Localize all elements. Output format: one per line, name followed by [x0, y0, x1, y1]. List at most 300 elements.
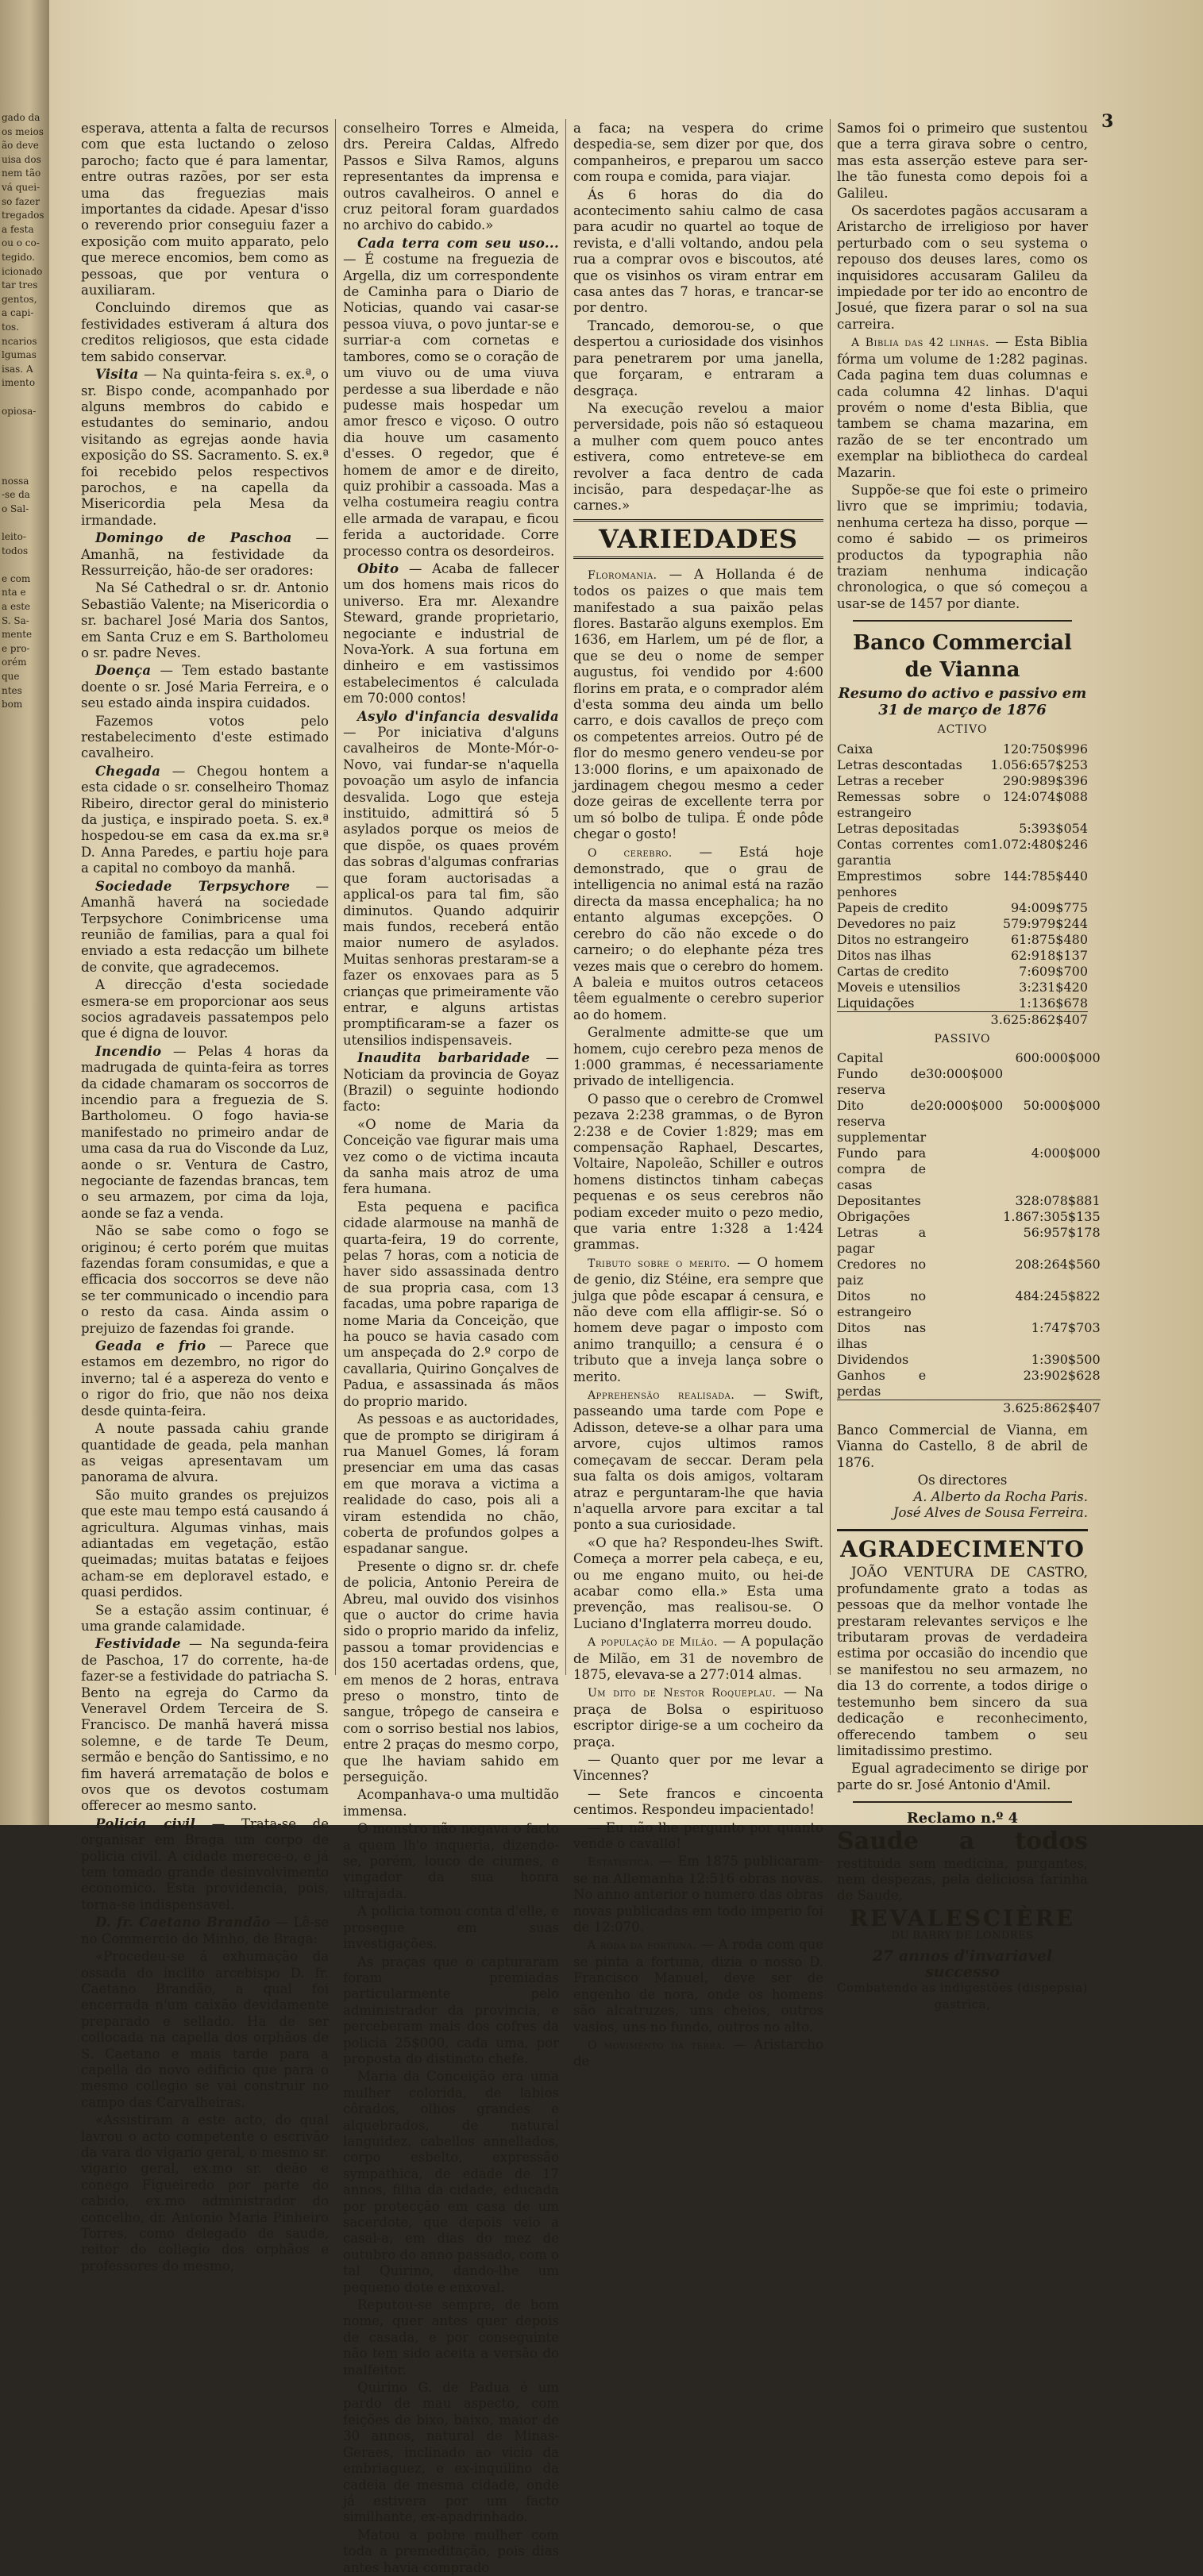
article-paragraph: [81, 1223, 329, 1337]
article-paragraph: [573, 1786, 823, 1819]
account-value: 1:136$678: [1019, 995, 1088, 1011]
account-value: 1.056:657$253: [990, 757, 1088, 772]
account-value: 1.867:305$135: [1003, 1209, 1101, 1224]
article-text: O monstro não negava o facto a quem lh'o inqueria, dizendo-se, porém, louco de ciumes, e vingador da sua honra ultrajada.: [343, 1821, 559, 1901]
article-heading: Geada e frio: [95, 1338, 206, 1354]
account-row: [837, 741, 1088, 757]
adjacent-page-fragment: isas. A: [2, 363, 33, 375]
article-paragraph: [81, 1488, 329, 1601]
account-name: Obrigações: [837, 1209, 911, 1224]
adjacent-page-fragment: lgumas: [2, 349, 37, 361]
article-text: Esta pequena e pacifica cidade alarmouse na manhã de quarta-feira, 19 do corrente, pelas 7 horas, com a noticia de haver sido assassinada dentro de sua propria casa, com 13 facadas, uma pobre rapariga de nome Maria da Conceição, que ha pouco se havia casado com um anspeçada do 2.º corpo de cavallaria, Quirino Gonçalves de Padua, e assassinada ás mãos do proprio marido.: [343, 1199, 559, 1409]
bank-title: Banco Commercial de Vianna: [853, 631, 1072, 683]
account-total-row: [837, 1400, 1101, 1417]
account-name: Depositantes: [837, 1193, 921, 1208]
adjacent-page-fragment: e com: [2, 572, 31, 584]
article-paragraph: [573, 401, 823, 514]
account-value: 50:000$000: [1023, 1098, 1101, 1113]
account-name: Fundo de reserva: [837, 1066, 927, 1097]
account-name: Remessas sobre o estrangeiro: [837, 788, 991, 820]
article-paragraph: [573, 1752, 823, 1785]
account-row: [837, 980, 1088, 995]
article-paragraph: [343, 1411, 559, 1558]
column-2: [343, 121, 560, 2575]
article-heading: Chegada: [95, 763, 161, 779]
account-row: [837, 773, 1088, 789]
account-value: 7:609$700: [1019, 963, 1088, 979]
article-paragraph: [343, 709, 559, 1049]
account-name: Dividendos: [837, 1352, 909, 1367]
article-text: — Por iniciativa d'alguns cavalheiros de Monte-Mór-o-Novo, vai fundar-se n'aquella povoação um asylo de infancia desvalida. Logo que esteja instituido, admittirá só 5 asylados porque os meios de que dispõe, os quaes provém das sobras d'algumas confrarias que foram auctorisadas a applical-os para tal fim, são diminutos. Quando adquirir mais fundos, receberá então maior numero de asylados. Muitas senhoras prestaram-se a fazer os enxovaes para as 5 crianças que primeiramente vão entrar, e alguns artistas promptificaram-se a fazer os utensilios indispensaveis.: [343, 725, 559, 1048]
account-row: [837, 964, 1088, 980]
account-value: 94:009$775: [1010, 899, 1088, 915]
article-text: — Está hoje demonstrado, que o grau de intelligencia no animal está na razão directa da massa encephalica; ha no entanto algumas excepções. O cerebro do cão não excede o do carneiro; o do elephante péza tres vezes mais que o cerebro do homem. A baleia e muitos outros cetaceos têem egualmente o cerebro superior ao do homem.: [573, 844, 824, 1022]
account-value: 23:902$628: [1023, 1368, 1101, 1383]
article-heading: Doença: [95, 663, 152, 679]
ad-years: 27 annos d'invariavel successo: [872, 1946, 1053, 1981]
account-value: [1003, 1066, 1100, 1098]
article-text: Não se sabe como o fogo se originou; é certo porém que muitas fazendas foram consumidas, e que a efficacia dos soccorros se deve não se ter communicado o incendio para o resto da casa. Ainda assim o prejuizo de fazendas foi grande.: [81, 1223, 329, 1336]
column-rule: [830, 119, 831, 1675]
article-paragraph: [81, 1915, 329, 1947]
article-paragraph: [81, 580, 329, 661]
ad-title: Saude a todos: [837, 1827, 1088, 1855]
article-paragraph: [573, 187, 823, 317]
account-value: 1:390$500: [1031, 1352, 1101, 1367]
article-paragraph: [343, 2528, 559, 2576]
article-text: Se a estação assim continuar, é uma grande calamidade.: [81, 1602, 329, 1634]
article-paragraph: [81, 1421, 329, 1486]
variedades-heading: VARIEDADES: [573, 519, 823, 559]
column-1: [81, 121, 330, 2274]
activo-table: [837, 741, 1088, 1028]
article-text: — Eu não lhe pergunto por quanto vende o cavallo!: [573, 1819, 823, 1852]
account-value: 120:750$996: [1002, 741, 1088, 757]
article-paragraph: [573, 2037, 823, 2070]
article-text: — Amanhã haverá na sociedade Terpsychore Conimbricense uma reunião de familias, para a qual foi enviado a esta redacção um bilhete de convite, que agradecemos.: [81, 878, 329, 975]
article-paragraph: [81, 1949, 329, 2111]
account-sub-value: [926, 1288, 1003, 1320]
section-divider: [853, 620, 1072, 622]
variety-heading: A Biblia das 42 linhas.: [851, 337, 989, 350]
account-value: 3:231$420: [1019, 979, 1088, 995]
account-name: Fundo para compra de casas: [837, 1146, 927, 1192]
article-paragraph: [343, 1117, 559, 1198]
variety-heading: Um dito de Nestor Roqueplau.: [588, 1687, 777, 1700]
agradecimento-heading: AGRADECIMENTO: [837, 1529, 1088, 1565]
article-paragraph: [573, 1535, 823, 1632]
account-row: [837, 837, 1088, 868]
article-paragraph: [81, 2112, 329, 2274]
account-value: 1:747$703: [1031, 1320, 1101, 1335]
bank-footer: Banco Commercial de Vianna, em Vianna do Castello, 8 de abril de 1876.: [837, 1423, 1088, 1470]
article-paragraph: [573, 1854, 823, 1935]
account-row: [837, 821, 1088, 837]
account-sub-value: [926, 1050, 1003, 1066]
account-row: [837, 1320, 1101, 1352]
article-text: São muito grandes os prejuizos que este mau tempo está causando á agricultura. Algumas vinhas, mais adiantadas em vegetação, estão queimadas; muitas batatas e feijoes acham-se em deploravel estado, e quasi perdidos.: [81, 1487, 329, 1600]
article-paragraph: [81, 1816, 329, 1913]
account-row: [837, 1257, 1101, 1288]
article-paragraph: [343, 561, 559, 707]
account-row: [837, 1050, 1101, 1066]
article-text: As praças que o capturaram foram premiadas particularmente pelo administrador da provincia, e perceberam mais dos cofres da policia 25$000, cada uma, por proposta do distincto chefe.: [343, 1954, 559, 2066]
article-text: Trancado, demorou-se, o que despertou a curiosidade dos visinhos para penetrarem por uma janella, que forçaram, e entraram a desgraça.: [573, 318, 823, 399]
article-text: — A roda com que se pinta a fortuna, dizia o nosso D. Francisco Manuel, deve ser de engenho de nora, onde os homens são alcatruzes, uns cheios, outros vasios, uns no fundo, outros no alto.: [573, 1937, 823, 2035]
article-paragraph: [81, 663, 329, 711]
adjacent-page-fragment: a capi-: [2, 307, 34, 319]
adjacent-page-fragment: os meios: [2, 125, 44, 137]
article-text: — O homem de genio, diz Stéine, era sempre que julga que pôde escapar á censura, e não deve com ella affligir-se. Só o homem deve pagar o imposto com animo tranquillo; a censura é o tributo que a inveja lança sobre o merito.: [573, 1254, 823, 1384]
article-text: — Na praça de Bolsa o espirituoso escriptor dirige-se a um cocheiro da praça.: [573, 1685, 823, 1750]
article-text: Concluindo diremos que as festividades estiveram á altura dos creditos religiosos, que esta cidade tem sabido conservar.: [81, 300, 329, 364]
account-value: 208:264$560: [1015, 1257, 1101, 1272]
adjacent-page-fragment: so fazer: [2, 195, 40, 207]
article-paragraph: [343, 1787, 559, 1819]
adjacent-page-fragment: a festa: [2, 223, 34, 235]
adjacent-page-fragment: ão deve: [2, 140, 39, 152]
account-value: 328:078$881: [1015, 1193, 1101, 1208]
adjacent-page-fragment: que: [2, 671, 20, 682]
article-text: Suppõe-se que foi este o primeiro livro que se imprimiu; todavia, nenhuma certeza ha disso, porque — como é sabido — os primeiros productos da typographia não traziam nenhuma indicação chronologica, o que só começou a usar-se de 1457 por diante.: [837, 482, 1088, 611]
article-paragraph: [837, 203, 1088, 333]
article-text: Na Sé Cathedral o sr. dr. Antonio Sebastião Valente; na Misericordia o sr. bacharel José Maria dos Santos, em Santa Cruz e em S. Bartholomeu o sr. padre Neves.: [81, 580, 329, 660]
account-name: Letras descontadas: [837, 757, 962, 772]
variety-heading: A roda da fortuna.: [588, 1939, 697, 1953]
account-name: Ganhos e perdas: [837, 1368, 927, 1399]
article-heading: Policia civil: [95, 1816, 196, 1831]
article-paragraph: [343, 1559, 559, 1786]
account-value: 484:245$822: [1015, 1288, 1101, 1303]
column-rule: [335, 119, 336, 1675]
account-value: 290:989$396: [1002, 772, 1088, 788]
column-3: [573, 121, 824, 2070]
article-text: «O que ha? Respondeu-lhes Swift. Começa a morrer pela cabeça, e eu, ou me engano muito, ou hei-de acabar como ella.» Esta uma prevenção, mas realisou-se. O Luciano d'Inglaterra morreu doudo.: [573, 1534, 823, 1631]
adjacent-page-fragment: -se da: [2, 489, 30, 501]
article-text: — A população de Milão, em 31 de novembro de 1875, elevava-se a 277:014 almas.: [573, 1634, 824, 1682]
section-divider: [853, 1801, 1072, 1803]
article-text: Quirino G. de Padua é um pardo de mau aspecto, com feições de bixo, baixo, maior de 30 annos, natural de Minas-Geraes, inclinado ao vicio da embriaguez, e ex-inquilino da cadeia de mesma cidade, onde já estivera por um facto similhante, ex-apadrinhado.: [343, 2380, 559, 2525]
account-row: [837, 757, 1088, 773]
adjacent-page-fragment: orém: [2, 657, 27, 668]
director-signature: José Alves de Sousa Ferreira.: [893, 1505, 1088, 1521]
adjacent-page-fragment: mente: [2, 629, 33, 641]
adjacent-page-fragment: opiosa-: [2, 405, 37, 417]
adjacent-page-fragment: leito-: [2, 531, 26, 542]
article-text: Fazemos votos pelo restabelecimento d'este estimado cavalheiro.: [81, 713, 329, 761]
account-value: 600:000$000: [1015, 1050, 1101, 1065]
article-paragraph: [343, 2069, 559, 2296]
account-name: Moveis e utensilios: [837, 979, 961, 995]
article-heading: Festividade: [95, 1636, 181, 1652]
article-paragraph: [573, 1092, 823, 1253]
account-name: Letras a receber: [837, 772, 944, 788]
adjacent-page-fragment: nta e: [2, 587, 26, 599]
column-4: [837, 121, 1101, 2012]
page-number: 3: [1101, 111, 1114, 132]
article-text: Matou a pobre mulher com toda a premeditação, pois dias antes havia comprado: [343, 2527, 559, 2575]
article-paragraph: [343, 1050, 559, 1115]
account-row: [837, 868, 1088, 900]
adjacent-page-fragment: todos: [2, 545, 29, 556]
variety-heading: Estatistica.: [588, 1856, 654, 1869]
account-name: Liquidações: [837, 995, 915, 1011]
article-paragraph: [81, 977, 329, 1042]
account-value: 1.072:480$246: [990, 836, 1088, 852]
adjacent-page-fragment: ou o co-: [2, 237, 40, 249]
article-paragraph: [81, 714, 329, 762]
article-paragraph: [81, 764, 329, 877]
adjacent-page-fragment: ntes: [2, 684, 22, 696]
account-name: Cartas de credito: [837, 963, 949, 979]
article-text: — Parece que estamos em dezembro, no rigor do inverno; tal é a aspereza do vento e o rigor do frio, que não nos deixa desde quinta-feira.: [81, 1338, 329, 1419]
account-row: [837, 1098, 1101, 1146]
ad-brand-sub: DU BARRY DE LONDRES: [891, 1930, 1034, 1943]
account-name: Letras a pagar: [837, 1225, 927, 1256]
article-heading: Visita: [95, 367, 139, 383]
article-text: «Assistiram a este acto, do qual lavrou o acto competente o escrivão da vara do vigario geral, o mesmo sr. vigario geral, ex.mo sr. deão e conego Figueiredo por parte do cabido, ex.mo administrador do concelho, dr. Antonio Maria Pinheiro Torres, como delegado de saude, reitor do collegio dos orphãos e professores do mesmo,: [81, 2112, 329, 2274]
account-name: Ditos no estrangeiro: [837, 931, 970, 947]
article-text: — Chegou hontem a esta cidade o sr. conselheiro Thomaz Ribeiro, director geral do ministerio da justiça, e inspirado poeta. S. ex.ª hospedou-se em casa da ex.ma sr.ª D. Anna Paredes, e partiu hoje para a capital no comboyo da manhã.: [81, 763, 329, 876]
account-row: [837, 1209, 1101, 1225]
account-row: [837, 789, 1088, 821]
adjacent-page-fragment: tos.: [2, 322, 20, 333]
account-row: [837, 1066, 1101, 1098]
account-sub-value: [926, 1225, 1003, 1257]
article-paragraph: [573, 121, 823, 186]
account-sub-value: 20:000$000: [926, 1098, 1004, 1113]
article-paragraph: [837, 334, 1088, 481]
article-text: O passo que o cerebro de Cromwel pezava 2:238 grammas, o de Byron 2:238 e de Covier 1:829; mas em compensação Raphael, Descartes, Voltaire, Napoleão, Schiller e outros homens distinctos tinham cabeças pequenas e os seus cerebros não podiam exceder muito o pezo medio, que varia entre 1:328 a 1:424 grammas.: [573, 1091, 823, 1253]
adjacent-page-fragment: o Sal-: [2, 502, 29, 514]
article-paragraph: [573, 1937, 823, 2035]
article-text: Ás 6 horas do dia do acontecimento sahiu calmo de casa para acudir no quartel ao toque de revista, e d'alli voltando, andou pela rua a comprar ovos e biscoutos, até que os visinhos os viram entrar em casa antes das 7 horas, e trancar-se por dentro.: [573, 187, 823, 316]
article-paragraph: [81, 879, 329, 976]
ad-last-line: Combatendo as indigestões (dispepsia) gastrica,: [837, 1981, 1088, 2012]
article-paragraph: [573, 567, 823, 843]
account-row: [837, 1146, 1101, 1193]
bank-subtitle: Resumo do activo e passivo em 31 de março de 1876: [838, 685, 1087, 719]
adjacent-page-fragment: tar tres: [2, 279, 38, 291]
account-value: 62:918$137: [1010, 947, 1088, 963]
article-text: — Pelas 4 horas da madrugada de quinta-feira as torres da cidade chamaram os soccorros de incendio para a freguezia de S. Bartholomeu. O fogo havia-se manifestado no primeiro andar de uma casa da rua do Visconde da Luz, aonde o sr. Ventura de Castro, negociante de fazendas brancas, tem o seu armazem, por cima da loja, aonde se faz a venda.: [81, 1043, 329, 1221]
account-name: Ditos no estrangeiro: [837, 1288, 927, 1319]
article-text: — Sete francos e cincoenta centimos. Respondeu impacientado!: [573, 1785, 823, 1818]
article-paragraph: [573, 845, 823, 1023]
article-text: — Amanhã, na festividade da Ressurreição, hão-de ser oradores:: [81, 530, 329, 578]
article-paragraph: [343, 1904, 559, 1952]
ad-headline: [837, 1827, 1088, 1904]
article-paragraph: [81, 1044, 329, 1222]
newspaper-sheet: [49, 0, 1203, 2575]
article-text: Presente o digno sr. dr. chefe de policia, Antonio Pereira de Abreu, mal ouvido dos visinhos que o auctor do crime havia sido o proprio marido da infeliz, passou a tomar providencias e dos 150 acertadas ordens, que, em menos de 2 horas, entrava preso o monstro, tinto de sangue, trôpego de canseira e com o sorriso bestial nos labios, entre 2 praças do mesmo corpo, que lhe haviam sahido em perseguição.: [343, 1558, 559, 1785]
account-name: Letras depositadas: [837, 820, 959, 836]
article-paragraph: [343, 1954, 559, 2068]
article-text: — Em 1875 publicaram-se na Allemanha 12:516 obras novas. No anno anterior o numero das obras novas publicadas em todo imperio foi de 12:070.: [573, 1854, 823, 1935]
article-heading: Incendio: [95, 1043, 162, 1059]
adjacent-page-fragment: gado da: [2, 112, 40, 123]
account-sub-value: [926, 1193, 1003, 1209]
adjacent-page-fragment: imento: [2, 377, 36, 389]
article-paragraph: [81, 121, 329, 298]
variety-heading: O movimento da terra.: [588, 2039, 727, 2052]
article-text: — Acaba de fallecer um dos homens mais ricos do universo. Era mr. Alexandre Steward, grande proprietario, negociante e industrial de Nova-York. A sua fortuna em dinheiro e em vastissimos estabelecimentos é calculada em 70:000 contos!: [343, 560, 559, 707]
adjacent-page-fragment: e pro-: [2, 642, 30, 654]
account-sub-value: [926, 1209, 1003, 1225]
account-sub-value: [926, 1257, 1003, 1288]
adjacent-page-fragment: ncarios: [2, 335, 37, 347]
article-paragraph: [573, 1634, 823, 1683]
article-paragraph: [81, 300, 329, 365]
article-text: «O nome de Maria da Conceição vae figurar mais uma vez como o de victima incauta da sanha mais atroz de uma fera humana.: [343, 1116, 559, 1197]
adjacent-page-fragment: a este: [2, 601, 31, 612]
article-text: Reputou-se sempre, de bom nome, quer antes quer depois de casada, e por conseguinte não tem sido aceita a versão do malfeitor.: [343, 2297, 559, 2378]
article-text: — Quanto quer por me levar a Vincennes?: [573, 1752, 823, 1784]
account-value: 61:875$480: [1010, 931, 1088, 947]
adjacent-page-fragment: tegido.: [2, 252, 35, 263]
article-text: — Trata-se de organisar em Braga um corpo de policia civil. A cidade merece-o, e já tem tomado grande desinvolvimento economico. Esta providencia, pois, torna-se indispensavel.: [81, 1816, 329, 1912]
article-text: Maria da Conceição era uma mulher colorida, de labios côrados, olhos grandes e alquebrados, de natural languidez, cabellos annellados, corpo esbelto, expressão sympathica, de edade de 17 annos, filha da cidade, educada por protecção em casa de um sacerdote, que depois veio a casal-a, em dias do mez de outubro do anno passado, com o tal Quirino, dando-lhe um pequeno dote e enxoval.: [343, 2069, 559, 2295]
article-text: A direcção d'esta sociedade esmera-se em proporcionar aos seus socios agradaveis passatempos pelo que é digna de louvor.: [81, 977, 329, 1042]
article-paragraph: [573, 1387, 823, 1534]
article-text: — A Hollanda é de todos os paizes o que mais tem manifestado a sua paixão pelas flores. Bastarão alguns exemplos. Em 1636, em Harlem, um pé de flor, a que se deu o nome de semper augustus, foi vendido por 4:600 florins em prata, e o comprador além d'esta somma deu ainda um bello carro, e dois cavallos de preço com os competentes arreios. Outro pé de flor do mesmo genero vendeu-se por 13:000 florins, e um apaixonado de jardinagem chegou mesmo a ceder doze geiras de excellente terra por um só bolbo de tulipa. É onde pôde chegar o gosto!: [573, 566, 823, 842]
account-row: [837, 916, 1088, 932]
variety-heading: O cerebro.: [588, 846, 673, 860]
article-text: — Lê-se no Commercio do Minho, de Braga:: [81, 1915, 330, 1946]
article-text: — Na quinta-feira s. ex.ª, o sr. Bispo conde, acompanhado por alguns membros do cabido e estudantes do seminario, andou visitando as egrejas aonde havia exposição do SS. Sacramento. S. ex.ª foi recebido pelos respectivos parochos, e na capella da Misericordia pela Mesa da irmandade.: [81, 367, 329, 528]
account-value: 124:074$088: [1002, 788, 1088, 804]
agradecimento-text: Egual agradecimento se dirige por parte do sr. José Antonio d'Amil.: [837, 1761, 1088, 1792]
account-name: Capital: [837, 1050, 884, 1065]
article-paragraph: [573, 1025, 823, 1090]
account-name: Papeis de credito: [837, 899, 949, 915]
adjacent-page-strip: [0, 0, 49, 1825]
variety-heading: Apprehensão realisada.: [588, 1389, 735, 1403]
article-text: conselheiro Torres e Almeida, drs. Pereira Caldas, Alfredo Passos e Silva Ramos, alguns representantes da imprensa e outros cavalheiros. O annel e cruz peitoral foram guardados no archivo do cabido.»: [343, 121, 559, 233]
adjacent-page-fragment: nem tão: [2, 167, 41, 179]
article-paragraph: [343, 2297, 559, 2378]
article-paragraph: [81, 367, 329, 529]
article-text: — Tem estado bastante doente o sr. José Maria Ferreira, e o seu estado ainda inspira cuidados.: [81, 663, 329, 711]
activo-label: ACTIVO: [937, 723, 988, 737]
account-name: Caixa: [837, 741, 873, 757]
account-value: 5:393$054: [1019, 820, 1088, 836]
article-text: «Procedeu-se á exhumação da ossada do inclito arcebispo D. fr. Caetano Brandão, a qual foi encerrada n'um caixão devidamente preparado e sellado. Ha de ser collocada na capella dos orphãos de S. Caetano e mais tarde para a capella do novo edificio que para o mesmo collegio se vai construir no campo das Carvalheiras.: [81, 1949, 329, 2110]
article-heading: Obito: [357, 560, 399, 576]
article-heading: Domingo de Paschoa: [95, 530, 292, 546]
article-paragraph: [343, 1199, 559, 1410]
account-name: Ditos nas ilhas: [837, 1320, 927, 1351]
passivo-table: [837, 1050, 1101, 1416]
account-value: 4:000$000: [1031, 1146, 1101, 1161]
adjacent-page-fragment: icionado: [2, 265, 43, 277]
adjacent-page-fragment: gentos,: [2, 293, 37, 305]
article-paragraph: [343, 236, 559, 560]
article-heading: Cada terra com seu uso...: [357, 235, 559, 251]
article-text: — Na segunda-feira de Paschoa, 17 do corrente, ha-de fazer-se a festividade do patriacha S. Bento na egreja do Carmo da Veneravel Ordem Terceira de S. Francisco. De manhã haverá missa solemne, e de tarde Te Deum, sermão e benção do Santissimo, e no fim haverá arrematação de bolos e ovos que os devotos costumam offerecer ao mesmo santo.: [81, 1636, 329, 1814]
account-row: [837, 1193, 1101, 1209]
article-paragraph: [837, 483, 1088, 612]
article-text: a faca; na vespera do crime despedia-se, sem dizer por que, dos companheiros, e preparou um sacco com roupa e comida, para viajar.: [573, 121, 823, 185]
account-total: 3.625:862$407: [1003, 1400, 1101, 1415]
account-sub-value: [926, 1146, 1003, 1193]
account-value: 56:957$178: [1023, 1225, 1101, 1240]
article-text: Na execução revelou a maior perversidade, pois não só estaqueou a mulher com quem pouco antes estivera, como entreteve-se em revolver a faca dentro de cada incisão, para despedaçar-lhe as carnes.»: [573, 400, 823, 514]
article-paragraph: [343, 1821, 559, 1902]
account-sub-value: 30:000$000: [926, 1066, 1004, 1081]
article-paragraph: [81, 1603, 329, 1635]
article-text: — É costume na freguezia de Argella, diz um correspondente de Caminha para o Diario de Noticias, quando vai casar-se pessoa viuva, o povo juntar-se e surriar-a com cornetas e tambores, como se o coração de um viuvo ou de uma viuva perdesse a sua liberdade e não pudesse mais hospedar um amor fresco e viçoso. O outro dia houve um casamento d'esses. O regedor, que é homem de amor e de direito, quiz prohibir a cassoada. Mas a velha costumeira reagiu contra elle armada de varapau, e ficou ferida a auctoridade. Corre processo contra os desordeiros.: [343, 252, 559, 559]
passivo-label: PASSIVO: [934, 1032, 991, 1045]
ad-brand: REVALESCIÈRE: [849, 1904, 1076, 1931]
account-name: Emprestimos sobre penhores: [837, 868, 991, 899]
account-value: 144:785$440: [1002, 868, 1088, 884]
account-row: [837, 900, 1088, 916]
director-signature: A. Alberto da Rocha Paris.: [913, 1488, 1088, 1504]
article-paragraph: [343, 2380, 559, 2526]
article-text: Os sacerdotes pagãos accusaram a Aristarcho de irreligioso por haver perturbado com o seu systema o repouso dos deuses lares, como os inquisidores accusaram Galileu da impiedade por ter ido ao encontro de Josué, que fizera parar o sol na sua carreira.: [837, 203, 1088, 332]
account-row: [837, 1352, 1101, 1368]
adjacent-page-fragment: tregados: [2, 210, 44, 221]
account-row: [837, 1368, 1101, 1400]
account-row: [837, 932, 1088, 948]
account-name: Dito de reserva supplementar: [837, 1098, 927, 1145]
account-row: [837, 948, 1088, 964]
adjacent-page-fragment: S. Sa-: [2, 614, 29, 626]
account-sub-value: [926, 1352, 1003, 1368]
account-total-row: [837, 1011, 1088, 1028]
account-row: [837, 995, 1088, 1012]
agradecimento-text: JOÃO VENTURA DE CASTRO, profundamente grato a todas as pessoas que da melhor vontade lhe prestaram relevantes serviços e lhe tributaram provas de verdadeira estima por occasião do incendio que se manifestou no seu armazem, no dia 13 do corrente, a todos dirige o testemunho bem sincero da sua dedicação e reconhecimento, offerecendo tambem o seu limitadissimo prestimo.: [837, 1565, 1088, 1758]
account-name: Credores no paiz: [837, 1257, 927, 1288]
account-sub-value: [926, 1368, 1003, 1400]
article-text: Acompanhava-o uma multidão immensa.: [343, 1787, 559, 1819]
article-paragraph: [81, 1636, 329, 1814]
article-text: — Aristarcho de: [573, 2036, 823, 2070]
account-name: Ditos nas ilhas: [837, 947, 931, 963]
article-paragraph: [573, 1255, 823, 1385]
article-text: A policia tomou conta d'elle, e prosegue em suas investigações.: [343, 1904, 559, 1952]
article-paragraph: [343, 121, 559, 234]
article-heading: Asylo d'infancia desvalida: [357, 708, 559, 724]
article-text: — Swift, passeando uma tarde com Pope e Adisson, deteve-se a olhar para uma arvore, cujos ultimos ramos começavam de seccar. Deram pela sua falta os dois amigos, voltaram atraz e perguntaram-lhe que havia n'aquella arvore para excitar a tal ponto a sua curiosidade.: [573, 1387, 823, 1533]
account-value: 579:979$244: [1002, 915, 1088, 931]
adjacent-page-fragment: nossa: [2, 475, 29, 487]
account-sub-value: [926, 1320, 1003, 1352]
article-text: Samos foi o primeiro que sustentou que a terra girava sobre o centro, mas esta asserção esteve para ser-lhe tão funesta como depois foi a Galileu.: [837, 121, 1088, 201]
account-total: 3.625:862$407: [990, 1011, 1088, 1027]
article-heading: Sociedade Terpsychore: [95, 878, 291, 894]
directors-label: Os directores: [917, 1473, 1008, 1488]
variety-heading: Floromania.: [588, 568, 657, 582]
account-name: Devedores no paiz: [837, 915, 956, 931]
article-paragraph: [573, 1685, 823, 1750]
ad-reclamo: Reclamo n.º 4: [906, 1810, 1019, 1827]
account-row: [837, 1288, 1101, 1320]
variety-heading: A população de Milão.: [588, 1636, 718, 1650]
article-text: esperava, attenta a falta de recursos com que esta luctando o zeloso parocho; facto que é para lamentar, entre outras razões, por ser esta uma das freguezias mais importantes da cidade. Apesar d'isso o reverendo prior conseguiu fazer a exposição com muito apparato, pelo que merece encomios, bem como as pessoas, que por ventura o auxiliaram.: [81, 121, 329, 298]
article-heading: D. fr. Caetano Brandão: [95, 1915, 271, 1931]
variety-heading: Tributo sobre o merito.: [588, 1257, 731, 1270]
adjacent-page-fragment: vá quei-: [2, 182, 40, 193]
article-text: A noute passada cahiu grande quantidade de geada, pela manhan as veigas apresentavam um panorama de alvura.: [81, 1421, 329, 1485]
adjacent-page-fragment: uisa dos: [2, 153, 41, 165]
account-name: Contas correntes com garantia: [837, 836, 991, 868]
adjacent-page-fragment: bom: [2, 699, 23, 710]
column-rule: [565, 119, 566, 1675]
account-row: [837, 1225, 1101, 1257]
ad-title-tail: restituida sem medicina, purgantes, nem despezas, pela deliciosa farinha de Saude,: [837, 1855, 1088, 1904]
